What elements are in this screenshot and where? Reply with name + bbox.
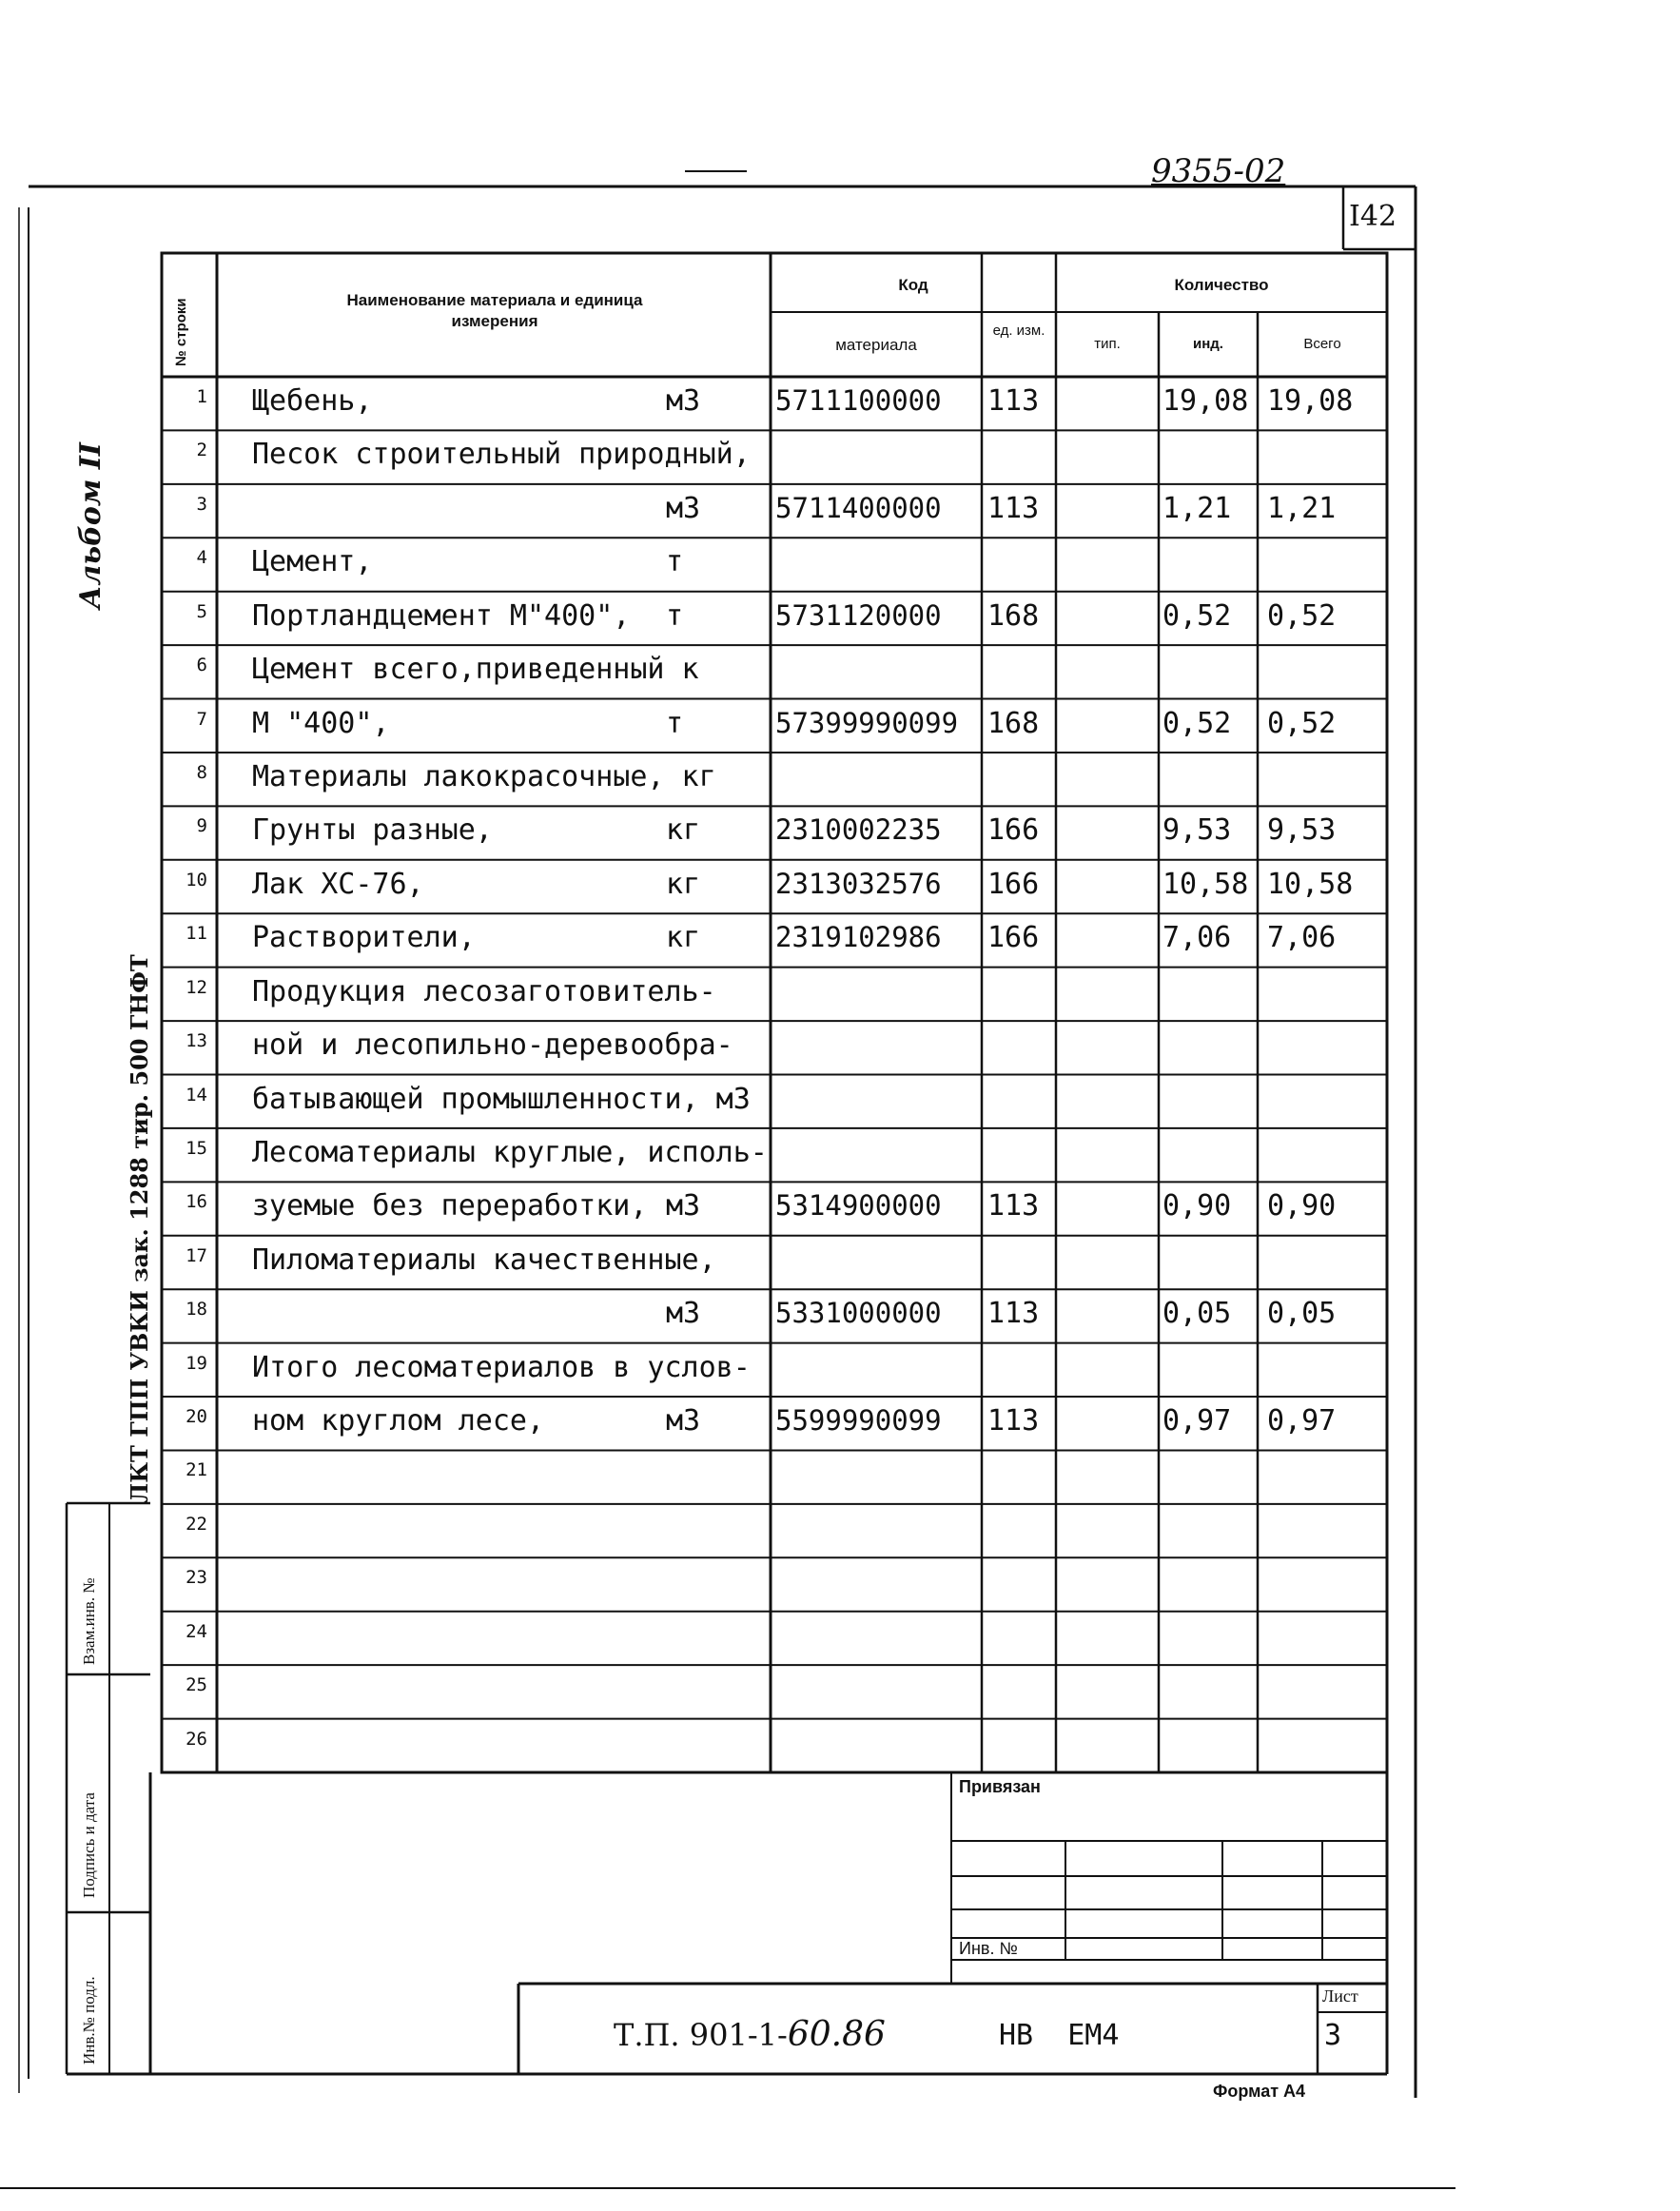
- material-name: Портландцемент М"400",: [252, 598, 631, 633]
- row-number: 12: [186, 976, 207, 998]
- table-row: [162, 860, 1387, 913]
- material-name: Материалы лакокрасочные, кг: [252, 759, 716, 793]
- material-name: ной и лесопильно-деревообра-: [252, 1028, 733, 1063]
- qty-individual: 0,90: [1162, 1189, 1232, 1223]
- row-number: 4: [196, 547, 207, 569]
- material-unit: кг: [666, 921, 701, 955]
- header-code-unit: ед. изм.: [992, 323, 1045, 339]
- table-row: [162, 430, 1387, 483]
- table-row: [162, 1557, 1387, 1611]
- row-number: 22: [186, 1513, 207, 1535]
- material-name: Грунты разные,: [252, 813, 493, 848]
- qty-individual: 10,58: [1162, 867, 1249, 901]
- material-name: Цемент,: [252, 545, 373, 579]
- qty-individual: 0,52: [1162, 706, 1232, 740]
- material-name: Песок строительный природный,: [252, 438, 751, 472]
- header-row-number: № строки: [173, 298, 189, 366]
- table-row: [162, 913, 1387, 967]
- privyazan-label: Привязан: [959, 1777, 1041, 1796]
- material-code: 2310002235: [775, 813, 942, 847]
- material-code: 57399990099: [775, 706, 959, 739]
- material-code: 2313032576: [775, 867, 942, 900]
- row-number: 2: [196, 440, 207, 461]
- unit-code: 113: [987, 1404, 1040, 1438]
- unit-code: 168: [987, 706, 1040, 740]
- document-code-prefix: Т.П. 901-1-: [614, 2017, 788, 2053]
- material-name: батывающей промышленности, м3: [252, 1082, 751, 1116]
- row-number: 11: [186, 923, 207, 945]
- qty-total: 19,08: [1267, 384, 1354, 418]
- table-row: [162, 1450, 1387, 1503]
- material-unit: т: [666, 545, 684, 579]
- qty-individual: 9,53: [1162, 813, 1232, 848]
- unit-code: 166: [987, 921, 1040, 955]
- format-label: Формат А4: [1213, 2082, 1306, 2101]
- table-row: [162, 1236, 1387, 1289]
- material-code: 2319102986: [775, 921, 942, 954]
- material-name: Продукция лесозаготовитель-: [252, 974, 716, 1008]
- material-name: ном круглом лесе,: [252, 1404, 545, 1438]
- table-row: [162, 806, 1387, 859]
- material-name: Цемент всего,приведенный к: [252, 653, 699, 687]
- qty-individual: 0,05: [1162, 1297, 1232, 1331]
- unit-code: 166: [987, 813, 1040, 848]
- qty-individual: 0,52: [1162, 598, 1232, 633]
- row-number: 19: [186, 1352, 207, 1374]
- table-row: [162, 645, 1387, 698]
- material-name: М "400",: [252, 706, 390, 740]
- table-row: [162, 1021, 1387, 1074]
- table-row: [162, 1075, 1387, 1128]
- material-code: 5314900000: [775, 1189, 942, 1223]
- table-row: [162, 1397, 1387, 1450]
- qty-individual: 0,97: [1162, 1404, 1232, 1438]
- table-row: [162, 1343, 1387, 1397]
- table-row: [162, 1289, 1387, 1342]
- material-code: 5711100000: [775, 384, 942, 417]
- material-unit: т: [666, 598, 684, 633]
- side-box-podpis: Подпись и дата: [80, 1792, 98, 1898]
- row-number: 5: [196, 600, 207, 622]
- header-code-material: материала: [835, 336, 917, 354]
- material-code: 5711400000: [775, 491, 942, 524]
- document-mark: НВ ЕМ4: [999, 2019, 1120, 2052]
- qty-total: 7,06: [1267, 921, 1337, 955]
- material-unit: кг: [666, 813, 701, 848]
- material-unit: м3: [666, 384, 701, 418]
- row-number: 10: [186, 869, 207, 890]
- header-qty-type: тип.: [1094, 336, 1121, 352]
- list-label: Лист: [1322, 1986, 1358, 2006]
- material-name: Лесоматериалы круглые, исполь-: [252, 1135, 768, 1169]
- document-code-handwritten: 60.86: [787, 2015, 886, 2054]
- qty-total: 0,97: [1267, 1404, 1337, 1438]
- row-number: 9: [196, 815, 207, 837]
- qty-individual: 19,08: [1162, 384, 1249, 418]
- table-row: [162, 1665, 1387, 1718]
- qty-total: 0,90: [1267, 1189, 1337, 1223]
- unit-code: 113: [987, 491, 1040, 525]
- print-stamp: ЛКТ ГПП УВКИ зак. 1288 тир. 500 ГНФТ: [126, 954, 153, 1503]
- qty-total: 10,58: [1267, 867, 1354, 901]
- inv-no-label: Инв. №: [959, 1939, 1018, 1958]
- table-row: [162, 377, 1387, 430]
- qty-individual: 1,21: [1162, 491, 1232, 525]
- qty-total: 0,52: [1267, 706, 1337, 740]
- unit-code: 113: [987, 1297, 1040, 1331]
- header-quantity: Количество: [1174, 276, 1269, 294]
- material-name: Лак ХС-76,: [252, 867, 424, 901]
- row-number: 16: [186, 1191, 207, 1213]
- album-label: Альбом II: [74, 442, 107, 609]
- row-number: 20: [186, 1406, 207, 1428]
- table-row: [162, 1504, 1387, 1557]
- table-row: [162, 484, 1387, 538]
- table-row: [162, 1719, 1387, 1772]
- table-row: [162, 699, 1387, 753]
- side-box-inv: Инв.№ подл.: [80, 1976, 98, 2064]
- qty-total: 1,21: [1267, 491, 1337, 525]
- top-stamp-number: 9355-02: [1151, 152, 1286, 190]
- list-number: 3: [1324, 2019, 1342, 2052]
- row-number: 7: [196, 708, 207, 730]
- table-row: [162, 538, 1387, 591]
- row-number: 17: [186, 1244, 207, 1266]
- row-number: 25: [186, 1674, 207, 1696]
- row-number: 6: [196, 655, 207, 676]
- material-code: 5731120000: [775, 598, 942, 632]
- material-unit: м3: [666, 1297, 701, 1331]
- header-qty-total: Всего: [1303, 336, 1341, 352]
- side-box-vzam: Взам.инв. №: [80, 1577, 98, 1665]
- sheet-number: I42: [1349, 200, 1397, 233]
- row-number: 18: [186, 1299, 207, 1321]
- row-number: 8: [196, 761, 207, 783]
- table-row: [162, 592, 1387, 645]
- qty-total: 9,53: [1267, 813, 1337, 848]
- unit-code: 113: [987, 1189, 1040, 1223]
- material-unit: м3: [666, 1404, 701, 1438]
- table-row: [162, 1182, 1387, 1235]
- row-number: 3: [196, 493, 207, 515]
- qty-total: 0,05: [1267, 1297, 1337, 1331]
- row-number: 21: [186, 1459, 207, 1481]
- header-material-name: Наименование материала и единица измерения: [346, 291, 643, 330]
- material-name: Растворители,: [252, 921, 476, 955]
- material-name: Итого лесоматериалов в услов-: [252, 1350, 751, 1384]
- material-name: зуемые без переработки,: [252, 1189, 648, 1223]
- qty-individual: 7,06: [1162, 921, 1232, 955]
- table-row: [162, 1612, 1387, 1665]
- table-row: [162, 1128, 1387, 1182]
- row-number: 15: [186, 1137, 207, 1159]
- table-row: [162, 753, 1387, 806]
- row-number: 13: [186, 1030, 207, 1052]
- table-row: [162, 968, 1387, 1021]
- header-qty-ind: инд.: [1193, 336, 1223, 352]
- qty-total: 0,52: [1267, 598, 1337, 633]
- document-code: [614, 2015, 886, 2054]
- row-number: 14: [186, 1084, 207, 1106]
- row-number: 26: [186, 1728, 207, 1750]
- material-unit: м3: [666, 1189, 701, 1223]
- material-unit: кг: [666, 867, 701, 901]
- material-code: 5331000000: [775, 1297, 942, 1330]
- material-unit: т: [666, 706, 684, 740]
- header-code: Код: [898, 276, 928, 294]
- material-name: Щебень,: [252, 384, 373, 418]
- material-code: 5599990099: [775, 1404, 942, 1438]
- unit-code: 113: [987, 384, 1040, 418]
- material-unit: м3: [666, 491, 701, 525]
- unit-code: 166: [987, 867, 1040, 901]
- unit-code: 168: [987, 598, 1040, 633]
- row-number: 24: [186, 1620, 207, 1642]
- row-number: 23: [186, 1567, 207, 1589]
- material-name: Пиломатериалы качественные,: [252, 1242, 716, 1277]
- row-number: 1: [196, 386, 207, 407]
